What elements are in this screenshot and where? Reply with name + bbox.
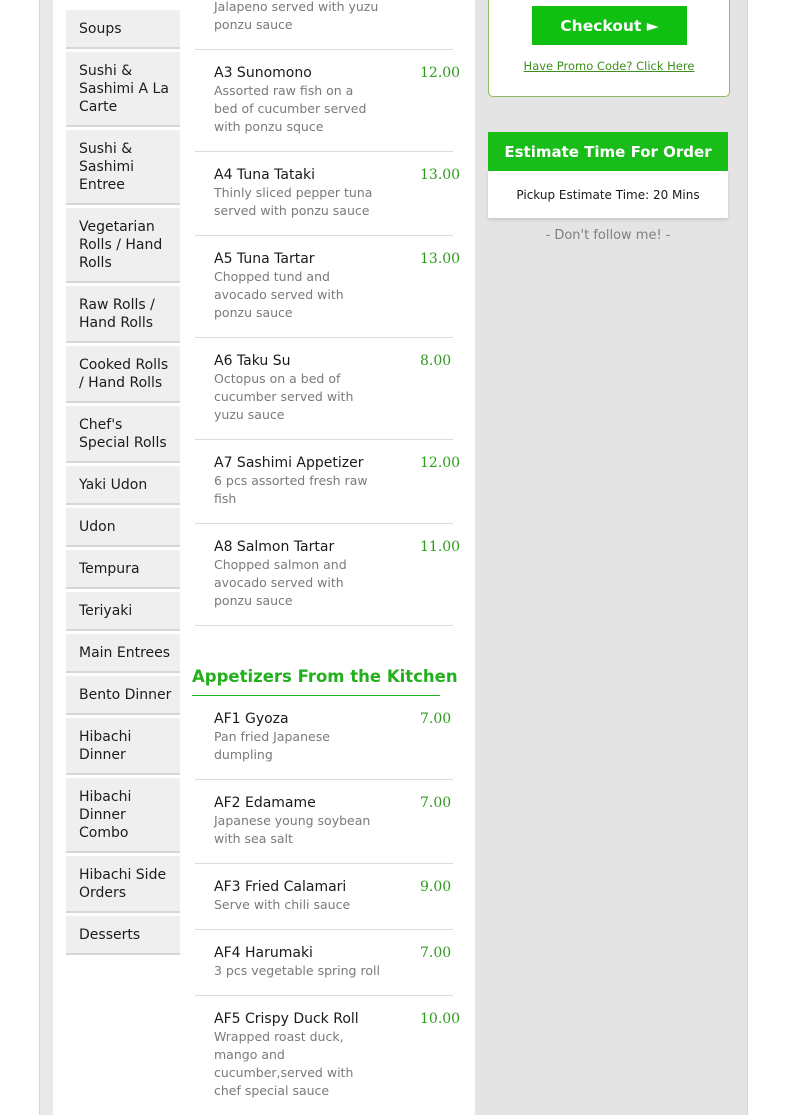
category-soups[interactable] <box>66 10 180 49</box>
category-hibachi-dinner[interactable] <box>66 718 180 775</box>
pickup-estimate-text: Pickup Estimate Time: 20 Mins <box>488 171 728 218</box>
category-label: Main Entrees <box>79 644 171 661</box>
item-name: AF5 Crispy Duck Roll <box>214 1011 359 1027</box>
item-description: Jalapeno served with yuzu ponzu sauce <box>214 0 379 32</box>
category-yaki-udon[interactable] <box>66 466 180 505</box>
item-name: A6 Taku Su <box>214 353 291 369</box>
item-description: Japanese young soybean with sea salt <box>214 813 371 846</box>
category-sushi-sashimi-a-la-carte[interactable] <box>66 52 180 127</box>
item-description: Assorted raw fish on a bed of cucumber served with ponzu squce <box>214 83 367 134</box>
category-bento-dinner[interactable] <box>66 676 180 715</box>
category-label: Udon <box>79 518 116 535</box>
category-main-entrees[interactable] <box>66 634 180 673</box>
category-label: Hibachi Dinner <box>79 728 132 763</box>
category-vegetarian-rolls[interactable] <box>66 208 180 283</box>
promo-code-link[interactable]: Have Promo Code? Click Here <box>523 59 695 73</box>
menu-item[interactable] <box>195 236 461 338</box>
item-name: AF1 Gyoza <box>214 711 289 727</box>
dont-follow-note: - Don't follow me! - <box>545 228 671 243</box>
category-label: Teriyaki <box>79 602 133 619</box>
category-sushi-sashimi-entree[interactable] <box>66 130 180 205</box>
category-label: Yaki Udon <box>79 476 148 493</box>
item-price: 7.00 <box>420 945 452 961</box>
category-label: Soups <box>79 20 122 37</box>
estimate-time-header: Estimate Time For Order <box>488 132 728 171</box>
category-raw-rolls[interactable] <box>66 286 180 343</box>
item-name: A3 Sunomono <box>214 65 312 81</box>
category-label: Desserts <box>79 926 141 943</box>
menu-item[interactable] <box>195 50 461 152</box>
item-name: AF2 Edamame <box>214 795 316 811</box>
item-description: Pan fried Japanese dumpling <box>214 729 330 762</box>
menu-item[interactable] <box>195 930 453 996</box>
item-description: Serve with chili sauce <box>214 897 351 912</box>
section-title-kitchen-appetizers: Appetizers From the Kitchen <box>192 666 440 696</box>
menu-item[interactable] <box>195 864 453 930</box>
category-label: Bento Dinner <box>79 686 172 703</box>
menu-item[interactable] <box>195 152 461 236</box>
category-label: Hibachi Side Orders <box>79 866 167 901</box>
menu-item[interactable] <box>195 996 461 1115</box>
item-description: 6 pcs assorted fresh raw fish <box>214 473 368 506</box>
item-price: 9.00 <box>420 879 452 895</box>
item-description: Chopped tund and avocado served with ponzu sauce <box>214 269 344 320</box>
item-price: 12.00 <box>420 65 461 81</box>
category-desserts[interactable] <box>66 916 180 955</box>
category-hibachi-dinner-combo[interactable] <box>66 778 180 853</box>
item-description: Wrapped roast duck, mango and cucumber,served with chef special sauce <box>214 1029 354 1098</box>
category-udon[interactable] <box>66 508 180 547</box>
item-description: Octopus on a bed of cucumber served with yuzu sauce <box>214 371 354 422</box>
category-label: Vegetarian Rolls / Hand Rolls <box>79 218 163 271</box>
item-description: 3 pcs vegetable spring roll <box>214 963 380 978</box>
category-label: Sushi & Sashimi A La Carte <box>79 62 169 115</box>
item-description: Chopped salmon and avocado served with ponzu sauce <box>214 557 347 608</box>
menu-item[interactable] <box>195 696 453 780</box>
item-name: AF4 Harumaki <box>214 945 313 961</box>
menu-item[interactable] <box>195 440 461 524</box>
item-price: 7.00 <box>420 795 452 811</box>
menu-item[interactable] <box>195 338 453 440</box>
category-cooked-rolls[interactable] <box>66 346 180 403</box>
category-hibachi-side-orders[interactable] <box>66 856 180 913</box>
menu-item[interactable] <box>195 780 453 864</box>
item-name: AF3 Fried Calamari <box>214 879 347 895</box>
item-price: 13.00 <box>420 167 461 183</box>
category-label: Cooked Rolls / Hand Rolls <box>79 356 169 391</box>
item-price: 12.00 <box>420 455 461 471</box>
item-description: Thinly sliced pepper tuna served with ponzu sauce <box>214 185 373 218</box>
category-tempura[interactable] <box>66 550 180 589</box>
item-name: A4 Tuna Tataki <box>214 167 316 183</box>
item-name: A7 Sashimi Appetizer <box>214 455 364 471</box>
category-label: Sushi & Sashimi Entree <box>79 140 135 193</box>
item-name: A8 Salmon Tartar <box>214 539 335 555</box>
item-price: 10.00 <box>420 1011 461 1027</box>
category-label: Raw Rolls / Hand Rolls <box>79 296 155 331</box>
category-chefs-special-rolls[interactable] <box>66 406 180 463</box>
item-price: 7.00 <box>420 711 452 727</box>
category-label: Chef's Special Rolls <box>79 416 167 451</box>
category-teriyaki[interactable] <box>66 592 180 631</box>
item-price: 13.00 <box>420 251 461 267</box>
item-price: 11.00 <box>420 539 461 555</box>
category-label: Tempura <box>79 560 140 577</box>
item-price: 8.00 <box>420 353 452 369</box>
category-label: Hibachi Dinner Combo <box>79 788 132 841</box>
menu-item[interactable] <box>195 524 461 626</box>
menu-item-partial[interactable] <box>195 0 453 50</box>
item-name: A5 Tuna Tartar <box>214 251 315 267</box>
checkout-button[interactable]: Checkout ► <box>532 6 687 45</box>
